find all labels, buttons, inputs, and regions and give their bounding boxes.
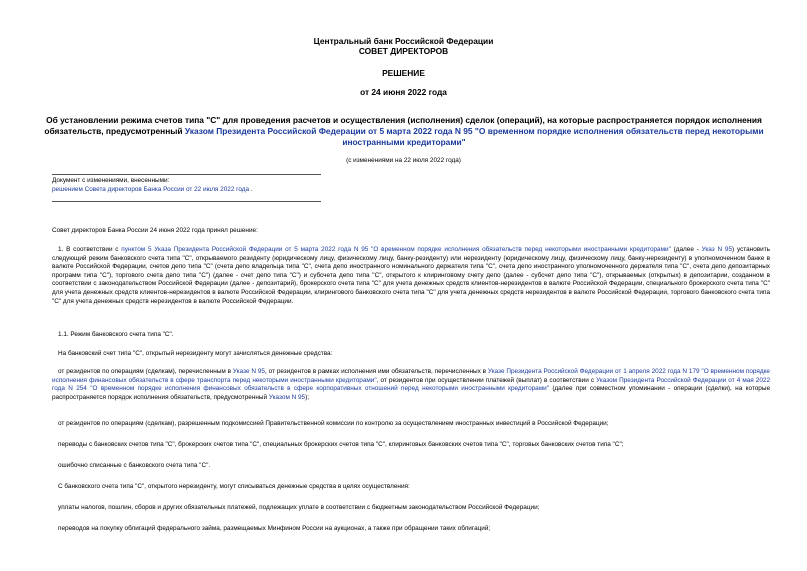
decree-179-link[interactable]: Указе Президента Российской Федерации от 1 апреля 2022 года N 179 "О временном порядке исполнения финансовых обязательств в сфере транспорта перед некоторыми иностранными кредиторами" — [52, 368, 770, 384]
from-text-b: , от резидентов в рамках исполнения ими обязательств, перечисленных в — [264, 368, 488, 375]
issuer-name: Центральный банк Российской Федерации — [313, 36, 494, 46]
paragraph-from-residents — [52, 368, 770, 402]
paragraph-1 — [52, 246, 770, 306]
p1-text-b: (далее - — [670, 246, 702, 253]
paragraph-bonds: переводов на покупку облигаций федерального займа, размещаемых Минфином России на аукционах, а также при обращении таких облигаций; — [58, 525, 491, 532]
changes-note: (с изменениями на 22 июля 2022 года) — [346, 157, 461, 164]
from-text-a: от резидентов по операциям (сделкам), перечисленным в — [58, 368, 233, 375]
decree-95-ref-link[interactable]: Указом N 95 — [268, 393, 306, 401]
p1-text-a: 1. В соответствии с — [58, 246, 122, 253]
decree-95-short-link[interactable]: Указе N 95 — [232, 368, 265, 375]
decree-95-link[interactable]: Указ N 95 — [701, 246, 733, 253]
paragraph-subcommission: от резидентов по операциям (сделкам), разрешенным подкомиссией Правительственной комиссии по контролю за осуществлением иностранных инвестиций в Российской Федерации; — [58, 420, 609, 427]
document-title — [38, 115, 770, 147]
amendments-top-divider — [52, 174, 321, 175]
amendment-decision-link[interactable]: решением Совета директоров Банка России от 22 июля 2022 года — [52, 186, 250, 193]
document-date: от 24 июня 2022 года — [360, 87, 447, 97]
paragraph-credit: На банковский счет типа "С", открытый нерезиденту могут зачисляться денежные средства: — [58, 350, 333, 357]
amendments-line — [52, 186, 253, 194]
from-text-e: ); — [305, 393, 310, 401]
title-decree-link[interactable]: Указом Президента Российской Федерации от 5 марта 2022 года N 95 "О временном порядке исполнения обязательств перед некоторыми иностранными кредиторами" — [184, 125, 764, 147]
amendments-bottom-divider — [52, 201, 321, 202]
amendment-tail: . — [249, 186, 253, 193]
from-text-d: (далее при совместном упоминании - операции (сделки), на которые распространяется порядок исполнения обязательств, предусмотренный — [52, 385, 771, 401]
paragraph-1-1: 1.1. Режим банковского счета типа "С". — [58, 331, 174, 338]
decree-254-link[interactable]: Указом Президента Российской Федерации от 4 мая 2022 года N 254 "О временном порядке исполнения финансовых обязательств в сфере корпоративных отношений перед некоторыми иностранными кредиторами" — [52, 376, 770, 393]
decree-95-point5-link[interactable]: пунктом 5 Указа Президента Российской Федерации от 5 марта 2022 года N 95 "О временном порядке исполнения обязательств перед некоторыми иностранными кредиторами" — [121, 246, 671, 253]
p1-text-c: ) установить следующий режим банковского счета типа "С", открываемого резиденту (юридическому лицу, физическому лицу, банку-резиденту) или нерезиденту (юридическому лицу, физическому лицу, банку-нерезиденту) в уполномоченном банке в валюте Российской Федерации, счетов депо типа "С" (счета депо владельца типа "С", счета депо иностранного номинального держателя типа "С", счета депо иностранного уполномоченного держателя типа "С", счета депо депозитарных программ типа "С"), торгового счета депо типа "С") (далее - счет депо типа "С") и субсчета депо типа "С", открытого к клиринговому счету депо (далее - субсчет депо типа "С"), открываемых (открытых) в депозитарии, созданном в соответствии с законодательством Российской Федерации (далее - депозитарий), брокерского счета типа "С" для учета денежных средств клиентов-нерезидентов в валюте Российской Федерации, специального брокерского счета типа "С" для учета денежных средств клиентов-нерезидентов в валюте Российской Федерации, клирингового банковского счета типа "С" для учета денежных средств нерезидентов в валюте Российской Федерации, торгового банковского счета типа "С" для учета денежных средств нерезидентов в валюте Российской Федерации. — [52, 246, 770, 305]
amendments-label: Документ с изменениями, внесенными: — [52, 177, 170, 184]
board-name: СОВЕТ ДИРЕКТОРОВ — [358, 46, 449, 56]
paragraph-taxes: уплаты налогов, пошлин, сборов и других обязательных платежей, подлежащих уплате в соответствии с бюджетным законодательством Российской Федерации; — [58, 504, 540, 511]
intro-paragraph: Совет директоров Банка России 24 июня 2022 года принял решение: — [52, 227, 258, 234]
paragraph-erroneous: ошибочно списанные с банковского счета типа "С". — [58, 462, 211, 469]
from-text-c: , от резидентов при осуществлении платежей (выплат) в соответствии с — [376, 376, 597, 384]
paragraph-transfers: переводы с банковских счетов типа "С", брокерских счетов типа "С", специальных брокерских счетов типа "С", клиринговых банковских счетов типа "С", торговых банковских счетов типа "С"; — [58, 441, 624, 448]
document-type: РЕШЕНИЕ — [382, 68, 425, 78]
title-text: Об установлении режима счетов типа "С" для проведения расчетов и осуществления (исполнения) сделок (операций), на которые распространяется порядок исполнения обязательств, предусмотренный — [44, 115, 762, 136]
paragraph-debit: С банковского счета типа "С", открытого нерезиденту, могут списываться денежные средства в целях осуществления: — [58, 483, 410, 490]
